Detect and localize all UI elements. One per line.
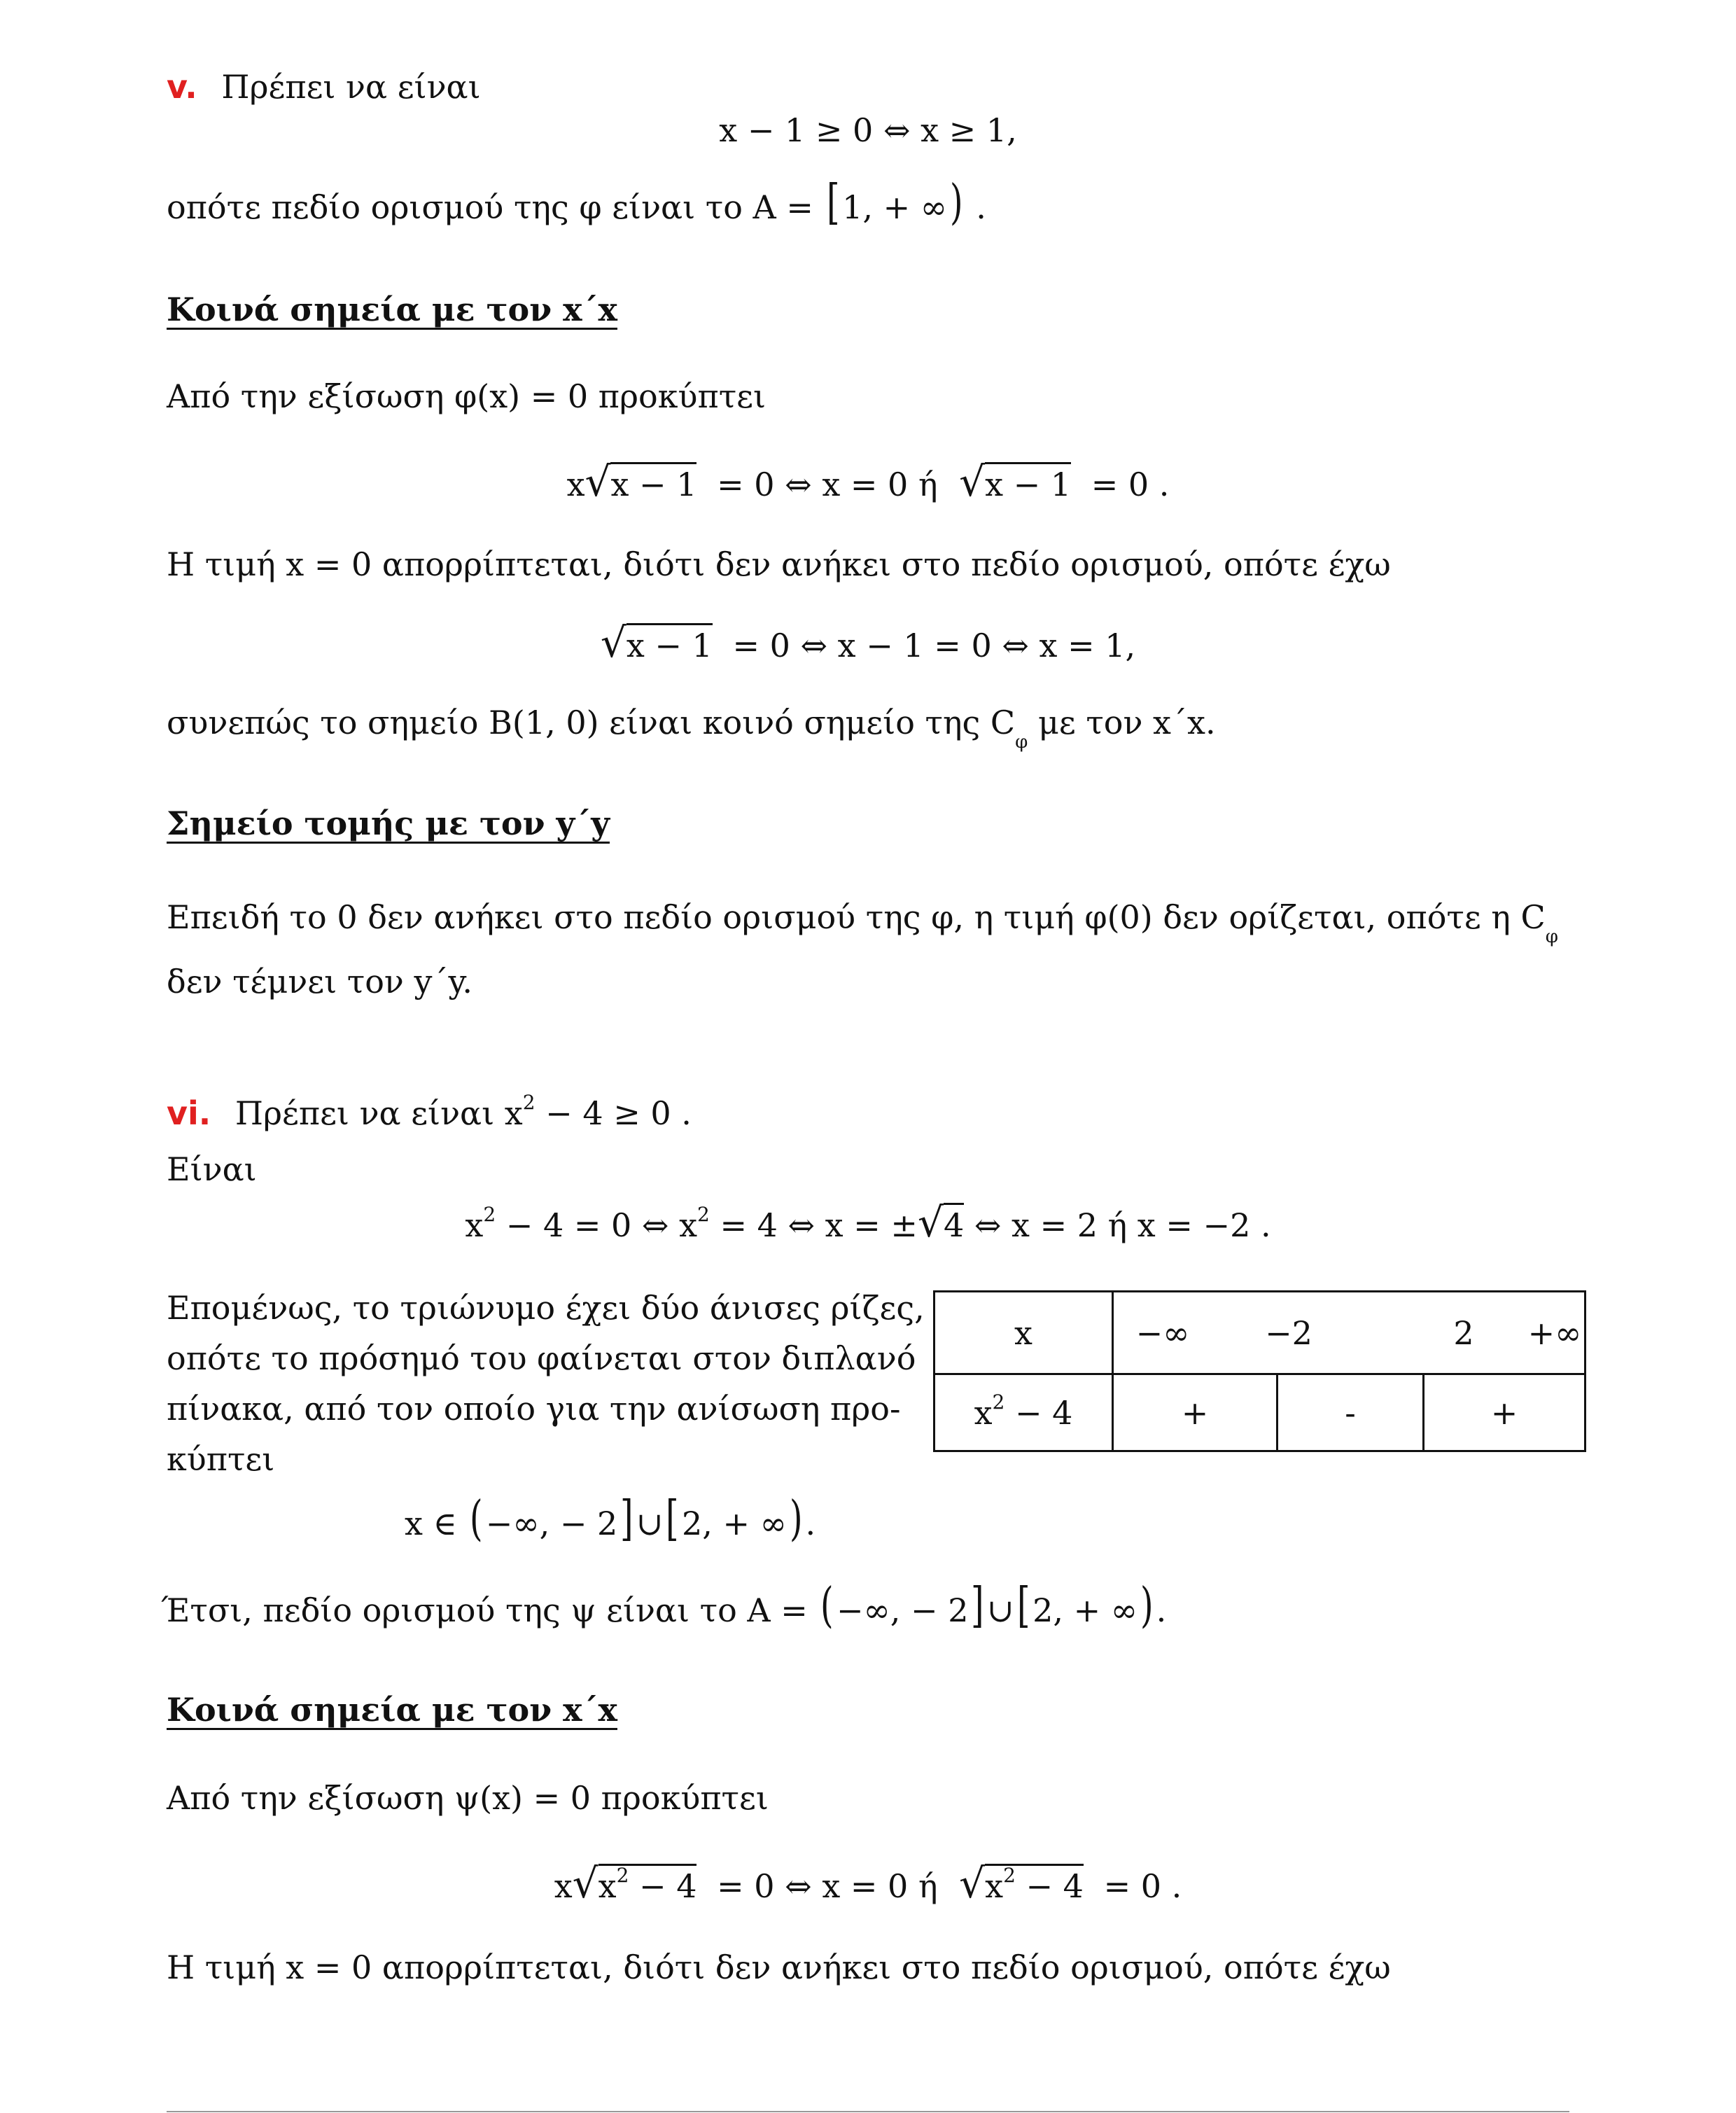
part-vi-eq2: [0, 1860, 1736, 1909]
sqrt-symbol: √: [917, 1199, 944, 1246]
table-row: [934, 1292, 1586, 1374]
heading-common-points-x: Κοινά σημεία με τον x΄x: [167, 291, 617, 328]
domain-e: .: [1156, 1591, 1167, 1629]
neg-inf: −∞: [1135, 1313, 1190, 1352]
sqrt-symbol: √: [600, 619, 626, 667]
part-v-domain-end: .: [976, 188, 986, 226]
conclusion-text-b: με τον x΄x.: [1028, 704, 1216, 741]
eq2-x: x: [566, 466, 585, 503]
eq2-mid: = 0 ⇔ x = 0 ή: [717, 1867, 938, 1905]
rad-x: x: [598, 1867, 617, 1905]
part-v-eq1: x − 1 ≥ 0 ⇔ x ≥ 1,: [719, 111, 1017, 149]
root-1: −2: [1265, 1313, 1312, 1352]
root-2: 2: [1453, 1313, 1474, 1352]
part-v-label: v.: [167, 68, 197, 106]
table-header-x: x: [934, 1292, 1113, 1374]
eq1-b: − 4 = 0 ⇔ x: [496, 1206, 698, 1244]
heading-intersection-y: Σημείο τομής με τον y΄y: [167, 804, 610, 842]
sign-cell: +: [1424, 1374, 1586, 1451]
eq3-rest: = 0 ⇔ x − 1 = 0 ⇔ x = 1,: [732, 627, 1136, 664]
sol-b: −∞, − 2: [485, 1505, 618, 1542]
part-v-y-text-2: δεν τέμνει τον y΄y.: [167, 963, 472, 1000]
part-vi-reject: Η τιμή x = 0 απορρίπτεται, διότι δεν ανήκει στο πεδίο ορισμού, οπότε έχω: [167, 1948, 1391, 1986]
rad-x: x: [985, 1867, 1004, 1905]
domain-d: 2, + ∞: [1032, 1591, 1138, 1629]
label-rest: − 4: [1004, 1393, 1073, 1432]
union-symbol: ∪: [636, 1505, 664, 1542]
part-v-reject: Η τιμή x = 0 απορρίπτεται, διότι δεν ανήκει στο πεδίο ορισμού, οπότε έχω: [167, 545, 1391, 583]
part-v-domain: οπότε πεδίο ορισμού της φ είναι το A = [1, + ∞) .: [167, 175, 986, 230]
eq2-x: x: [554, 1867, 573, 1905]
part-vi-from-eq: Από την εξίσωση ψ(x) = 0 προκύπτει: [167, 1779, 769, 1817]
eq2-radicand: [598, 1864, 697, 1905]
part-v-eq2: [0, 458, 1736, 507]
part-v-intro-text: Πρέπει να είναι: [221, 68, 481, 106]
sup-2: 2: [992, 1390, 1005, 1414]
eq2-mid: = 0 ⇔ x = 0 ή: [717, 466, 938, 503]
sup-2: 2: [616, 1864, 629, 1887]
sign-cell: -: [1278, 1374, 1424, 1451]
sign-cell: +: [1113, 1374, 1278, 1451]
sqrt-symbol: √: [959, 458, 986, 505]
domain-prefix: Έτσι, πεδίο ορισμού της ψ είναι το A =: [161, 1591, 808, 1629]
eq2-end: = 0 .: [1091, 466, 1170, 503]
eq2-radicand: x − 1: [610, 462, 696, 503]
sign-table: [933, 1290, 1586, 1452]
eq3-radicand: x − 1: [626, 623, 713, 664]
part-vi-para-2: οπότε το πρόσημό του φαίνεται στον διπλανό: [167, 1339, 916, 1377]
footer-rule: [167, 2111, 1569, 2112]
sup-2: 2: [483, 1203, 496, 1226]
sup-2: 2: [1003, 1864, 1016, 1887]
table-row: [934, 1374, 1586, 1451]
conclusion-text: συνεπώς το σημείο B(1, 0) είναι κοινό σημείο της C: [167, 704, 1016, 741]
part-v-domain-interval: 1, + ∞: [842, 188, 948, 226]
part-v-y-text: [167, 896, 1558, 947]
part-v-conclusion: [167, 702, 1216, 753]
eq1-d: ⇔ x = 2 ή x = −2 .: [964, 1206, 1271, 1244]
union-symbol: ∪: [987, 1591, 1014, 1629]
sol-d: 2, + ∞: [681, 1505, 787, 1542]
sup-2: 2: [522, 1091, 536, 1114]
part-vi-para-1: Επομένως, το τριώνυμο έχει δύο άνισες ρίζες,: [167, 1289, 925, 1327]
part-v-domain-prefix: οπότε πεδίο ορισμού της φ είναι το A =: [167, 188, 813, 226]
conclusion-sub: φ: [1015, 732, 1028, 753]
part-vi-solution: x ∈ (−∞, − 2]∪[2, + ∞).: [405, 1491, 816, 1547]
label-x: x: [974, 1393, 993, 1432]
eq2-radicand-2: x − 1: [985, 462, 1071, 503]
eq1-x: x: [465, 1206, 484, 1244]
sqrt-symbol: √: [584, 458, 611, 505]
pos-inf: +∞: [1527, 1313, 1582, 1352]
sol-a: x ∈: [405, 1505, 457, 1542]
part-v-from-eq: Από την εξίσωση φ(x) = 0 προκύπτει: [167, 377, 766, 415]
table-header-roots: [1113, 1292, 1586, 1374]
part-v-eq3: [0, 619, 1736, 668]
eq2-radicand-2: [985, 1864, 1084, 1905]
eq1-radicand: 4: [944, 1203, 964, 1244]
sup-2: 2: [697, 1203, 710, 1226]
domain-b: −∞, − 2: [836, 1591, 969, 1629]
part-v-intro: [167, 66, 481, 108]
part-vi-einai: Είναι: [167, 1150, 257, 1188]
rad-rest: − 4: [1015, 1867, 1084, 1905]
part-vi-para-3: πίνακα, από τον οποίο για την ανίσωση προ-: [167, 1390, 901, 1428]
part-vi-intro: [167, 1092, 692, 1134]
part-vi-domain: Έτσι, πεδίο ορισμού της ψ είναι το A = (−∞, − 2]∪[2, + ∞).: [161, 1578, 1167, 1633]
part-vi-eq1: [0, 1199, 1736, 1248]
rad-rest: − 4: [629, 1867, 697, 1905]
heading-common-points-x-vi: Κοινά σημεία με τον x΄x: [167, 1691, 617, 1729]
y-sub: φ: [1545, 926, 1558, 947]
y-text: Επειδή το 0 δεν ανήκει στο πεδίο ορισμού της φ, η τιμή φ(0) δεν ορίζεται, οπότε η C: [167, 898, 1546, 936]
part-vi-para-4: κύπτει: [167, 1440, 275, 1478]
table-row-label: [934, 1374, 1113, 1451]
eq2-end: = 0 .: [1103, 1867, 1182, 1905]
sol-e: .: [805, 1505, 816, 1542]
part-vi-intro-a: Πρέπει να είναι x: [234, 1094, 523, 1132]
part-vi-intro-b: − 4 ≥ 0 .: [535, 1094, 692, 1132]
part-vi-label: vi.: [167, 1094, 211, 1132]
sqrt-symbol: √: [572, 1860, 598, 1907]
sqrt-symbol: √: [959, 1860, 986, 1907]
eq1-c: = 4 ⇔ x = ±: [709, 1206, 918, 1244]
